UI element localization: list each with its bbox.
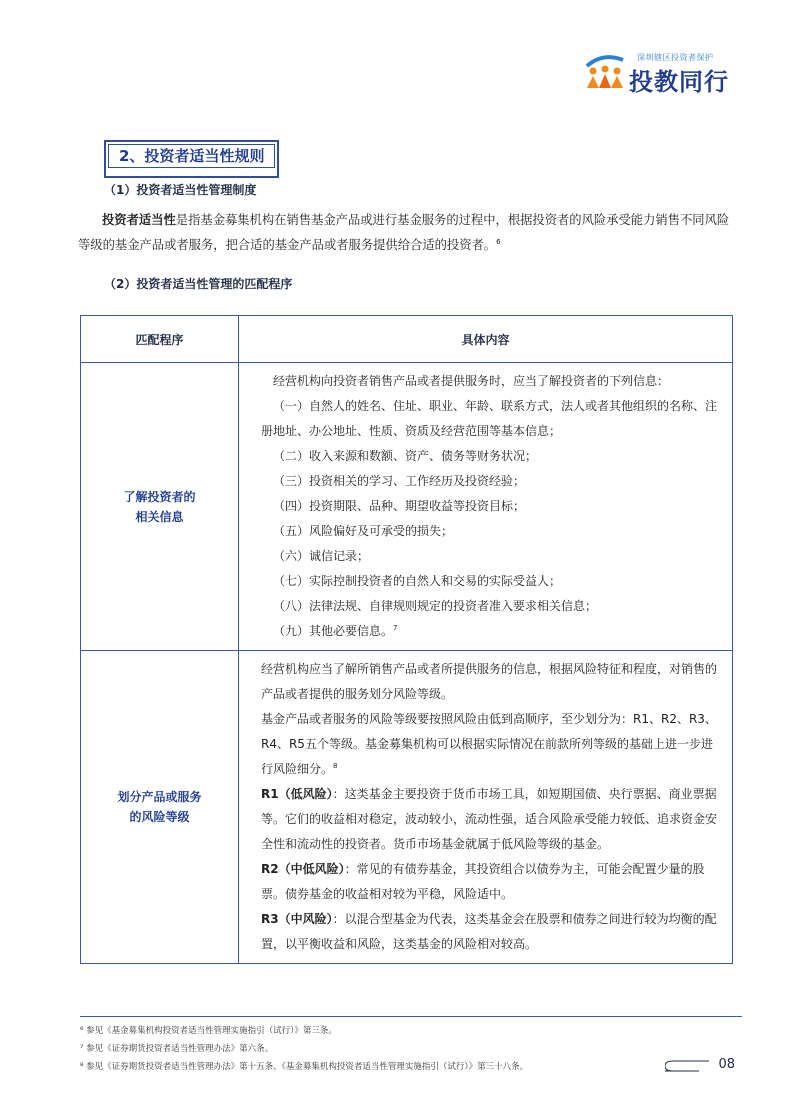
subheading-matching: （2）投资者适当性管理的匹配程序: [104, 277, 293, 291]
header-content: 具体内容: [239, 316, 733, 363]
content-risk-level: [239, 651, 733, 964]
row1-item: （七）实际控制投资者的自然人和交易的实际受益人；: [273, 574, 562, 588]
matching-procedure-table: [80, 315, 733, 964]
brand-logo: [583, 52, 733, 96]
footnote-item: ⁸ 参见《证券期货投资者适当性管理办法》第十五条、《基金募集机构投资者适当性管理实施指引（试行）》第三十八条。: [80, 1062, 529, 1072]
row2-p2-wrap: [261, 707, 718, 782]
row2-r3: [261, 907, 718, 957]
r2-label: R2（中低风险）: [261, 862, 345, 876]
category-line: 相关信息: [135, 509, 184, 524]
definition-term: 投资者适当性: [102, 213, 176, 227]
r1-text: ：这类基金主要投资于货币市场工具，如短期国债、央行票据、商业票据等。它们的收益相对稳定，波动较小，流动性强，适合风险承受能力较低、追求资金安全性和流动性的投资者。货币市场基金就属于低风险等级的基金。: [261, 787, 718, 851]
logo-title: 投教同行: [629, 68, 729, 96]
row1-intro: 经营机构向投资者销售产品或者提供服务时，应当了解投资者的下列信息：: [273, 374, 670, 388]
row1-item: （五）风险偏好及可承受的损失；: [273, 524, 454, 538]
footnote-ref-6: 6: [496, 237, 501, 246]
category-line: 了解投资者的: [123, 489, 196, 504]
footnote-item: ⁷ 参见《证券期货投资者适当性管理办法》第六条。: [80, 1044, 274, 1054]
table-row: [81, 363, 733, 651]
definition-paragraph: [78, 208, 738, 258]
row1-item: （四）投资期限、品种、期望收益等投资目标；: [273, 499, 526, 513]
r3-label: R3（中风险）: [261, 912, 333, 926]
row1-item: （三）投资相关的学习、工作经历及投资经验；: [273, 474, 526, 488]
header-procedure: 匹配程序: [81, 316, 239, 363]
row1-item: （一）自然人的姓名、住址、职业、年龄、联系方式，法人或者其他组织的名称、注册地址、办公地址、性质、资质及经营范围等基本信息；: [261, 399, 718, 438]
r3-text: ：以混合型基金为代表，这类基金会在股票和债券之间进行较为均衡的配置，以平衡收益和风险，这类基金的风险相对较高。: [261, 912, 717, 951]
footnote-ref-8: 8: [333, 762, 338, 770]
category-line: 划分产品或服务: [117, 790, 202, 804]
row1-item-last: [261, 619, 718, 644]
row2-r1: [261, 782, 718, 857]
definition-text: 是指基金募集机构在销售基金产品或进行基金服务的过程中，根据投资者的风险承受能力销售不同风险等级的基金产品或者服务，把合适的基金产品或者服务提供给合适的投资者。: [78, 213, 730, 252]
r2-text: ：常见的有债券基金，其投资组合以债券为主，可能会配置少量的股票。债券基金的收益相对较为平稳，风险适中。: [261, 862, 705, 901]
section-title-box: [104, 140, 279, 178]
row1-item: （九）其他必要信息。: [273, 624, 394, 638]
logo-subtitle: 深圳辖区投资者保护: [637, 53, 714, 62]
people-logo-icon: [583, 54, 627, 90]
category-risk-level: [81, 651, 239, 964]
row1-item: （八）法律法规、自律规则规定的投资者准入要求相关信息；: [273, 599, 598, 613]
row2-p1: 经营机构应当了解所销售产品或者所提供服务的信息，根据风险特征和程度，对销售的产品或者提供的服务划分风险等级。: [261, 662, 718, 701]
section-title: 2、投资者适当性规则: [108, 144, 275, 168]
table-header-row: [81, 316, 733, 363]
row1-item: （二）收入来源和数额、资产、债务等财务状况；: [273, 449, 538, 463]
table-row: [81, 651, 733, 964]
page-number: 08: [718, 1057, 735, 1072]
footnotes: [80, 1022, 528, 1076]
footnote-ref-7: 7: [393, 624, 398, 632]
content-know-investor: [239, 363, 733, 651]
row2-p2: 基金产品或者服务的风险等级要按照风险由低到高顺序，至少划分为：R1、R2、R3、R4、R5五个等级。基金募集机构可以根据实际情况在前款所列等级的基础上进一步进行风险细分。: [261, 712, 717, 776]
category-know-investor: [81, 363, 239, 651]
category-line: 的风险等级: [129, 810, 190, 824]
footnote-item: ⁶ 参见《基金募集机构投资者适当性管理实施指引（试行）》第三条。: [80, 1026, 337, 1036]
r1-label: R1（低风险）: [261, 787, 333, 801]
page-number-decoration-icon: [665, 1058, 709, 1074]
footnote-divider: [80, 1016, 742, 1017]
subheading-system: （1）投资者适当性管理制度: [104, 183, 257, 197]
row2-r2: [261, 857, 718, 907]
row1-item: （六）诚信记录；: [273, 549, 370, 563]
